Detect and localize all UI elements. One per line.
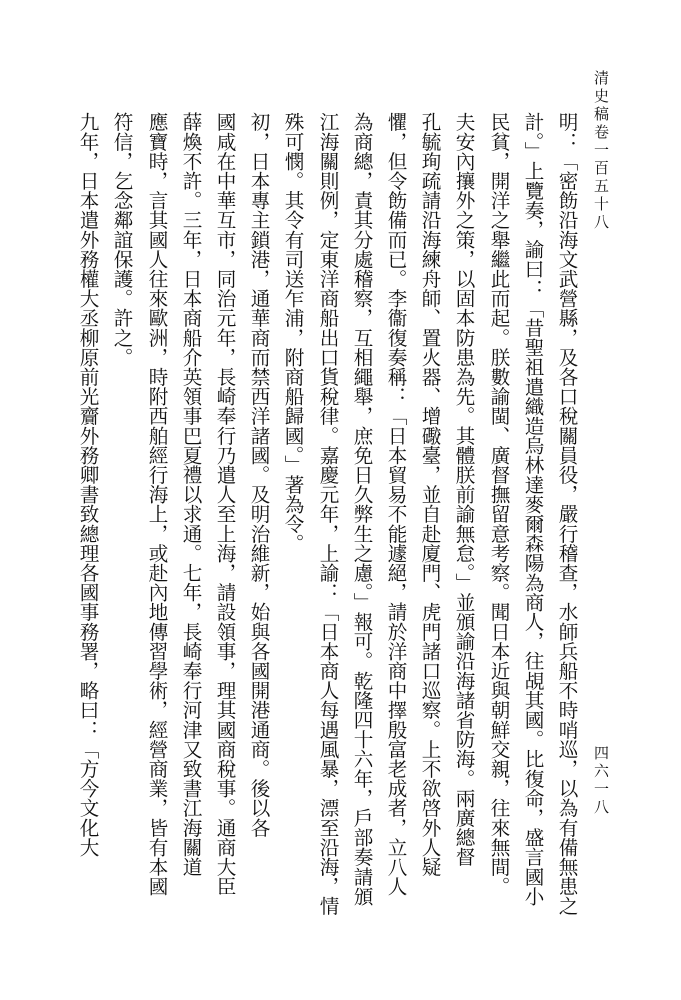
text-column: 符信，乞念鄰誼保護。許之。 xyxy=(110,112,133,367)
text-column: 夫安內攘外之策，以固本防患為先。其體朕前諭無怠。」並頒諭沿海諸省防海。兩廣總督 xyxy=(452,112,475,867)
text-column: 應寶時，言其國人往來歐洲，時附西舶經行海上，或赴內地傳習學術，經營商業，皆有本國 xyxy=(145,112,168,896)
text-column: 孔毓珣疏請沿海練舟師、置火器、增礮臺，並自赴廈門、虎門諸口巡察。上不欲啓外人疑 xyxy=(418,112,441,877)
text-column: 明：「密飭沿海文武營縣，及各口稅關員役，嚴行稽查，水師兵船不時哨巡，以為有備無患之 xyxy=(555,112,578,916)
text-column: 國咸在中華互市，同治元年，長崎奉行乃遣人至上海，請設領事，理其國商稅事。通商大臣 xyxy=(213,112,236,896)
text-column: 九年，日本遣外務權大丞柳原前光齎外務卿書致總理各國事務署，略曰：「方今文化大 xyxy=(76,112,99,857)
text-column: 薛煥不許。三年，日本商船介英領事巴夏禮以求通。七年，長崎奉行河津又致書江海關道 xyxy=(179,112,202,877)
text-column: 殊可憫。其令有司送乍浦，附商船歸國。」著為令。 xyxy=(281,112,304,553)
page-number: 四六一八 xyxy=(592,745,610,817)
text-column: 民貧，開洋之舉繼此而起。朕數諭閩、廣督撫留意考察。聞日本近與朝鮮交親，往來無間。 xyxy=(487,112,510,896)
text-column: 計。」上覽奏，諭曰：「昔聖祖遣織造烏林達麥爾森陽為商人，往覘其國。比復命，盛言國小 xyxy=(521,112,544,906)
text-column: 江海關則例，定東洋商船出口貨稅律。嘉慶元年，上諭：「日本商人每遇風暴，漂至沿海，情 xyxy=(316,112,339,916)
running-header-title: 清史稿卷一百五十八 xyxy=(592,70,610,232)
text-column: 初，日本專主鎖港，通華商而禁西洋諸國。及明治維新，始與各國開港通商。後以各 xyxy=(247,112,270,838)
text-column: 為商總，責其分處稽察，互相繩舉，庶免日久弊生之慮。」報可。乾隆四十六年，戶部奏請頒 xyxy=(350,112,373,906)
text-column: 懼，但令飭備而已。李衞復奏稱：「日本貿易不能遽絕，請於洋商中擇殷富老成者，立八人 xyxy=(384,112,407,896)
